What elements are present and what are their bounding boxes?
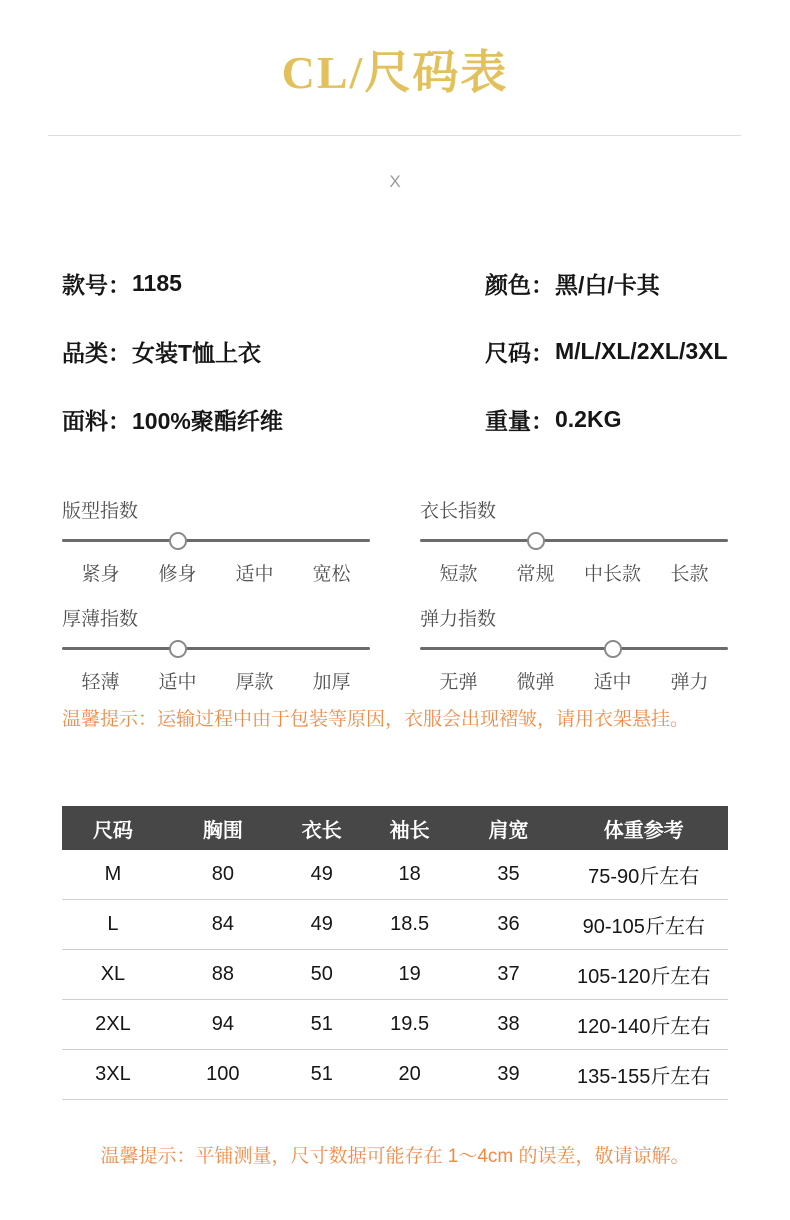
info-item-weight	[485, 395, 738, 443]
size-cell: XL	[62, 950, 164, 1000]
info-item-sizes	[485, 327, 738, 375]
size-cell: 18.5	[362, 900, 458, 950]
divider	[48, 135, 741, 136]
slider-group-length	[420, 496, 728, 586]
slider-track	[420, 532, 728, 550]
size-cell: 37	[458, 950, 560, 1000]
info-label: 重量：	[485, 407, 554, 434]
table-row	[62, 950, 728, 1000]
size-cell: 36	[458, 900, 560, 950]
table-header-cell: 体重参考	[559, 806, 728, 850]
size-cell: 39	[458, 1050, 560, 1100]
info-label: 颜色：	[485, 271, 554, 298]
info-label: 尺码：	[485, 339, 554, 366]
slider-group-thickness	[62, 604, 370, 694]
slider-label: 长款	[670, 564, 709, 585]
slider-label: 修身	[158, 564, 197, 585]
slider-labels	[420, 559, 728, 586]
slider-label: 宽松	[312, 564, 351, 585]
size-cell: 84	[164, 900, 282, 950]
slider-line	[62, 539, 370, 542]
table-row	[62, 1000, 728, 1050]
close-icon: X	[389, 172, 401, 191]
info-item-fabric	[62, 395, 485, 443]
size-cell: 18	[362, 850, 458, 900]
size-cell: 100	[164, 1050, 282, 1100]
measurement-tip: 温馨提示：平铺测量，尺寸数据可能存在 1～4cm 的误差，敬请谅解。	[100, 1146, 690, 1167]
product-info	[62, 259, 738, 443]
table-row	[62, 900, 728, 950]
slider-label: 常规	[516, 564, 555, 585]
size-cell: 51	[282, 1050, 362, 1100]
slider-marker	[169, 532, 187, 550]
slider-label: 厚款	[235, 672, 274, 693]
table-header-cell: 肩宽	[458, 806, 560, 850]
index-sliders	[62, 496, 728, 694]
size-cell: 120-140斤左右	[559, 1000, 728, 1050]
slider-label: 中长款	[583, 564, 641, 585]
size-cell: 2XL	[62, 1000, 164, 1050]
slider-title: 厚薄指数	[62, 609, 139, 630]
slider-labels	[62, 559, 370, 586]
slider-track	[62, 640, 370, 658]
slider-track	[420, 640, 728, 658]
slider-line	[420, 647, 728, 650]
size-cell: M	[62, 850, 164, 900]
info-label: 品类：	[62, 339, 131, 366]
info-label: 面料：	[62, 407, 131, 434]
slider-label: 加厚	[312, 672, 351, 693]
slider-group-fit	[62, 496, 370, 586]
table-header-cell: 尺码	[62, 806, 164, 850]
info-value: M/L/XL/2XL/3XL	[555, 337, 728, 364]
size-cell: 35	[458, 850, 560, 900]
slider-label: 适中	[593, 672, 632, 693]
info-value: 0.2KG	[555, 405, 622, 432]
size-cell: 19.5	[362, 1000, 458, 1050]
slider-marker	[604, 640, 622, 658]
size-cell: 51	[282, 1000, 362, 1050]
slider-label: 弹力	[670, 672, 709, 693]
size-cell: 88	[164, 950, 282, 1000]
size-cell: 3XL	[62, 1050, 164, 1100]
size-table	[62, 806, 728, 1100]
slider-marker	[169, 640, 187, 658]
info-value: 100%聚酯纤维	[132, 407, 283, 434]
size-cell: 94	[164, 1000, 282, 1050]
info-value: 黑/白/卡其	[555, 271, 660, 298]
size-cell: 135-155斤左右	[559, 1050, 728, 1100]
slider-label: 微弹	[516, 672, 555, 693]
info-label: 款号：	[62, 271, 131, 298]
table-header-cell: 胸围	[164, 806, 282, 850]
size-cell: 49	[282, 900, 362, 950]
slider-title: 衣长指数	[420, 501, 497, 522]
size-cell: L	[62, 900, 164, 950]
size-cell: 49	[282, 850, 362, 900]
slider-marker	[527, 532, 545, 550]
slider-label: 无弹	[439, 672, 478, 693]
info-value: 1185	[132, 269, 182, 296]
info-item-category	[62, 327, 485, 375]
size-cell: 105-120斤左右	[559, 950, 728, 1000]
slider-line	[62, 647, 370, 650]
slider-label: 适中	[158, 672, 197, 693]
size-cell: 75-90斤左右	[559, 850, 728, 900]
table-header-cell: 袖长	[362, 806, 458, 850]
size-cell: 19	[362, 950, 458, 1000]
slider-title: 弹力指数	[420, 609, 497, 630]
slider-label: 短款	[439, 564, 478, 585]
slider-track	[62, 532, 370, 550]
info-item-style-number	[62, 259, 485, 307]
size-cell: 80	[164, 850, 282, 900]
page-title: CL/尺码表	[281, 47, 509, 98]
table-row	[62, 850, 728, 900]
slider-line	[420, 539, 728, 542]
table-header-row	[62, 806, 728, 850]
slider-group-stretch	[420, 604, 728, 694]
table-row	[62, 1050, 728, 1100]
slider-label: 紧身	[81, 564, 120, 585]
slider-labels	[62, 667, 370, 694]
size-cell: 50	[282, 950, 362, 1000]
info-value: 女装T恤上衣	[132, 339, 262, 366]
slider-title: 版型指数	[62, 501, 139, 522]
size-cell: 38	[458, 1000, 560, 1050]
shipping-tip: 温馨提示：运输过程中由于包装等原因，衣服会出现褶皱，请用衣架悬挂。	[62, 709, 690, 730]
slider-label: 轻薄	[81, 672, 120, 693]
info-item-color	[485, 259, 738, 307]
table-header-cell: 衣长	[282, 806, 362, 850]
size-cell: 20	[362, 1050, 458, 1100]
size-cell: 90-105斤左右	[559, 900, 728, 950]
slider-label: 适中	[235, 564, 274, 585]
slider-labels	[420, 667, 728, 694]
